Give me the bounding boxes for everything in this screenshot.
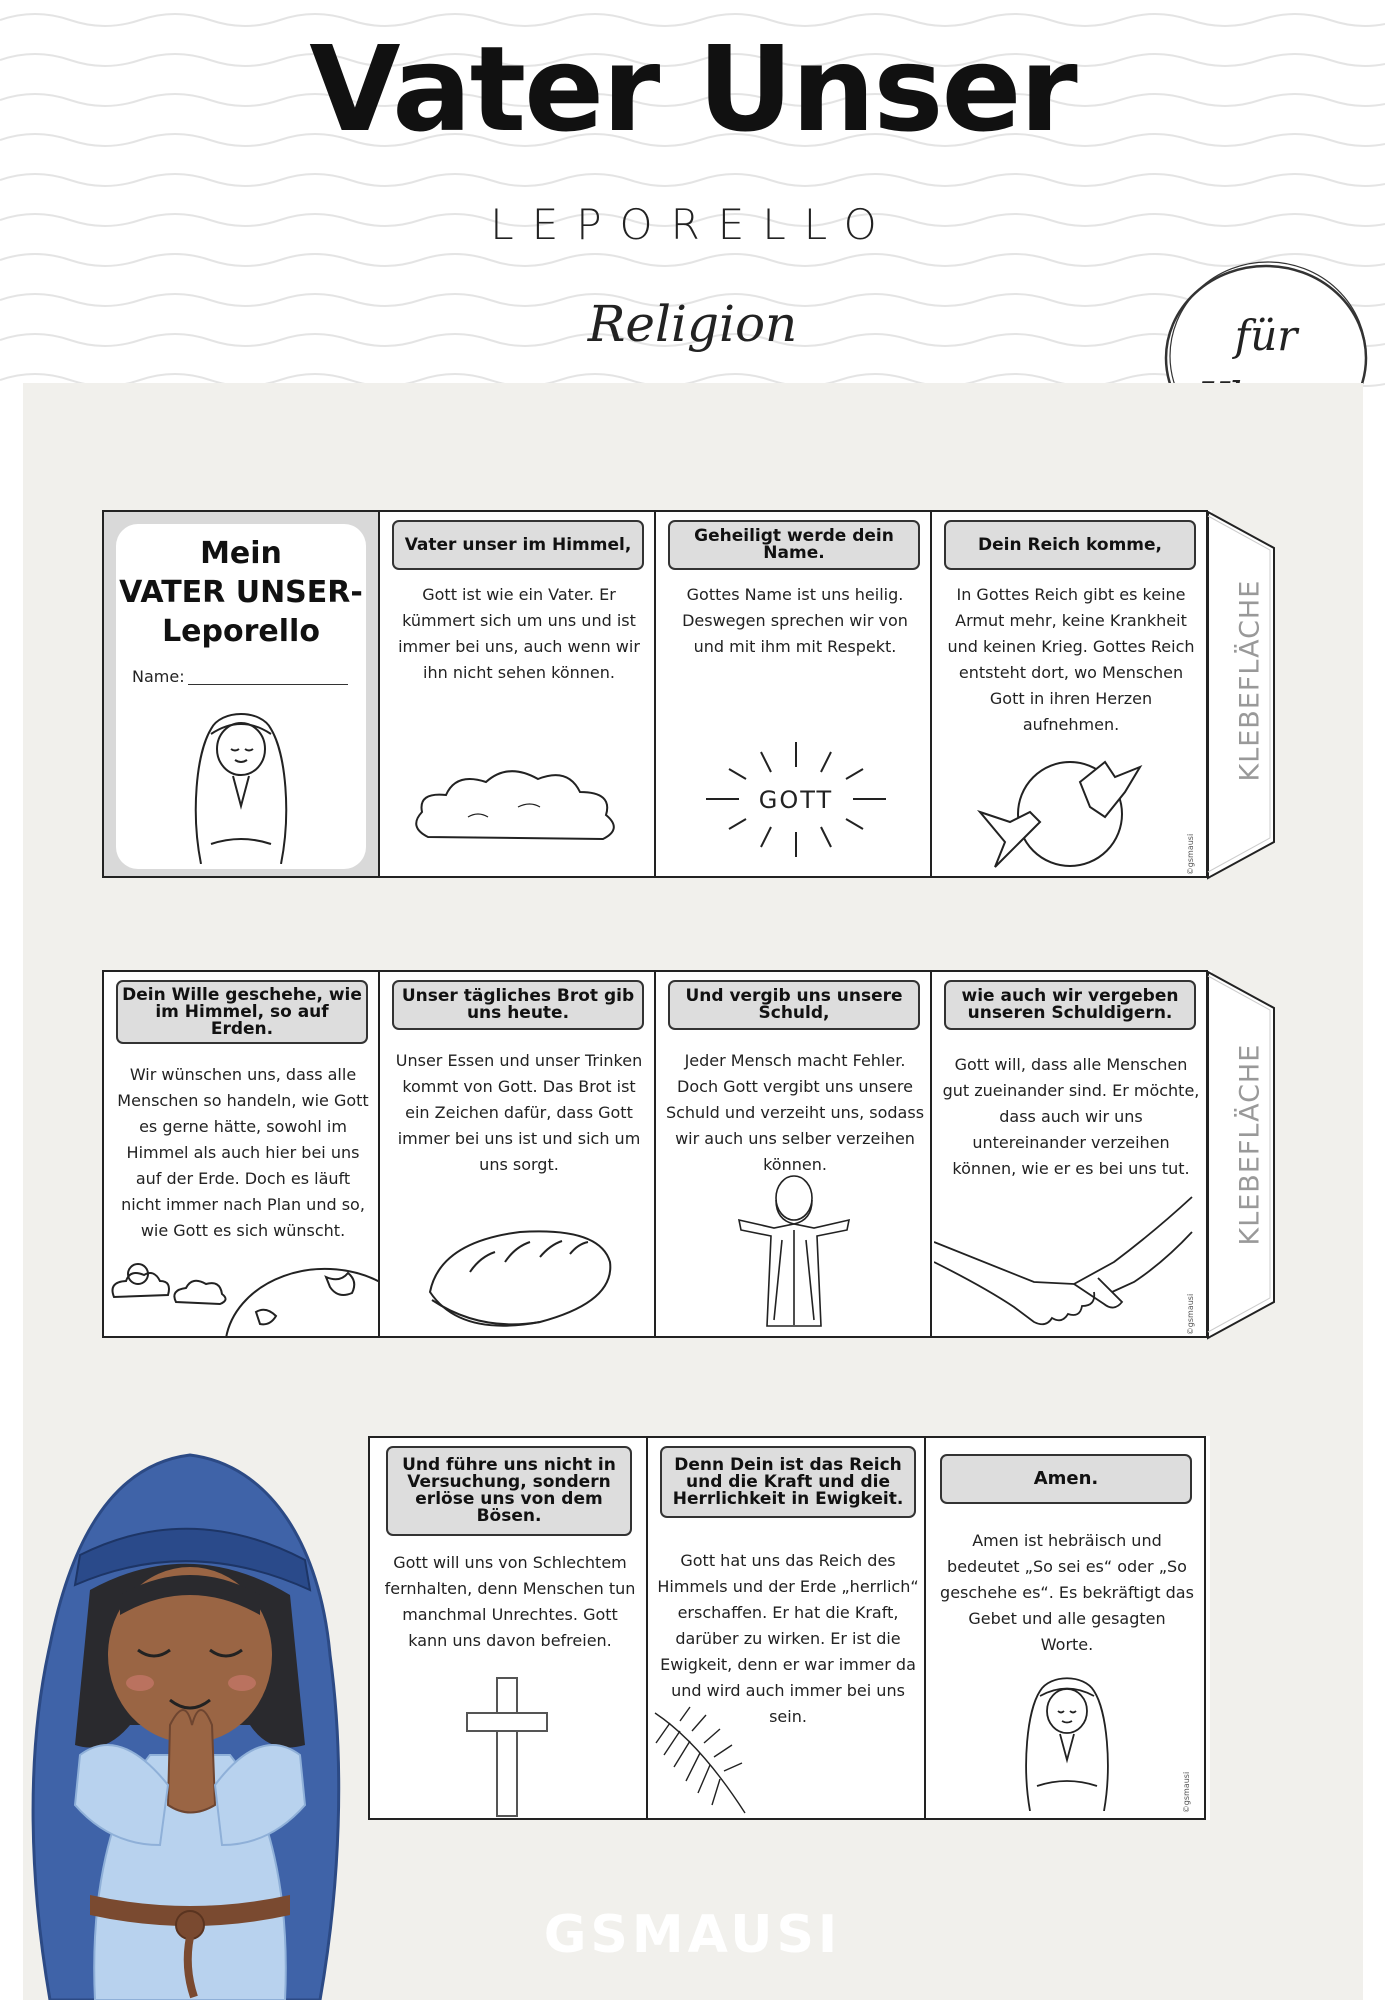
praying-figure-outline-icon — [171, 694, 311, 864]
copyright: ©gsmausi — [1186, 1293, 1196, 1336]
page-subtitle: LEPORELLO — [490, 200, 895, 249]
god-word: GOTT — [758, 786, 834, 814]
card-text: Wir wünschen uns, dass alle Menschen so handeln, wie Gott es gerne hätte, sowohl im Himmel als auch hier bei uns auf der Erde. Doch es läuft nicht immer nach Plan und so, wie Gott es sich wünscht. — [117, 1065, 369, 1240]
card-text: Gottes Name ist uns heilig. Deswegen sprechen wir von und mit ihm mit Respekt. — [682, 585, 908, 656]
prayer-card-10 — [924, 1436, 1206, 1820]
cover-title-line2: VATER UNSER- — [119, 575, 363, 610]
name-line — [188, 684, 348, 685]
prayer-card-5 — [378, 970, 656, 1338]
copyright: ©gsmausi — [1186, 833, 1196, 876]
card-heading: Dein Reich komme, — [944, 520, 1196, 570]
prayer-card-1 — [378, 510, 656, 878]
card-heading: Und führe uns nicht in Versuchung, sondern erlöse uns von dem Bösen. — [386, 1446, 632, 1536]
copyright: ©gsmausi — [1182, 1771, 1192, 1814]
jesus-figure-icon — [734, 1170, 854, 1335]
subject-label: Religion — [587, 295, 798, 353]
card-heading: Unser tägliches Brot gib uns heute. — [392, 980, 644, 1030]
card-heading: Denn Dein ist das Reich und die Kraft und die Herrlichkeit in Ewigkeit. — [660, 1446, 916, 1518]
card-text: In Gottes Reich gibt es keine Armut mehr, keine Krankheit und keinen Krieg. Gottes Reich entsteht dort, wo Menschen Gott in ihren Herzen aufnehmen. — [947, 585, 1195, 734]
card-text: Amen ist hebräisch und bedeutet „So sei es“ oder „So geschehe es“. Es bekräftigt das Gebet und alle gesagten Worte. — [940, 1531, 1194, 1654]
prayer-card-7 — [930, 970, 1208, 1338]
card-heading: wie auch wir vergeben unseren Schuldigern. — [944, 980, 1196, 1030]
praying-figure-small-icon — [1012, 1666, 1122, 1811]
palm-leaf-icon — [650, 1703, 750, 1818]
badge-line1: für — [1234, 311, 1298, 360]
bread-icon — [420, 1222, 620, 1332]
leporello-strip-2 — [102, 970, 1212, 1338]
brand-logo: GSMAUSI — [543, 1905, 842, 1965]
cloud-icon — [408, 757, 628, 857]
card-text: Jeder Mensch macht Fehler. Doch Gott vergibt uns unsere Schuld und verzeiht uns, sodass wir auch uns selber verzeihen können. — [665, 1051, 925, 1174]
cover-card — [116, 524, 366, 869]
glue-tab-label-2: KLEBEFLÄCHE — [1234, 1043, 1266, 1246]
card-heading: Geheiligt werde dein Name. — [668, 520, 920, 570]
prayer-card-4 — [102, 970, 380, 1338]
card-text: Unser Essen und unser Trinken kommt von Gott. Das Brot ist ein Zeichen dafür, dass Gott immer bei uns ist und sich um uns sorgt. — [395, 1051, 643, 1174]
prayer-card-2 — [654, 510, 932, 878]
card-heading: Vater unser im Himmel, — [392, 520, 644, 570]
earth-clouds-icon — [106, 1242, 380, 1338]
card-heading: Amen. — [940, 1454, 1192, 1504]
card-text: Gott ist wie ein Vater. Er kümmert sich um uns und ist immer bei uns, auch wenn wir ihn nicht sehen können. — [398, 585, 640, 682]
leporello-strip-3 — [368, 1436, 1210, 1820]
prayer-card-8 — [368, 1436, 648, 1820]
cover-title-line3: Leporello — [162, 614, 320, 649]
card-text: Gott will uns von Schlechtem fernhalten, denn Menschen tun manchmal Unrechtes. Gott kann uns davon befreien. — [384, 1553, 636, 1650]
cover-title — [116, 534, 366, 651]
name-label: Name: — [132, 667, 185, 686]
glue-tab-label-1: KLEBEFLÄCHE — [1234, 579, 1266, 782]
prayer-card-9 — [646, 1436, 926, 1820]
handshake-icon — [934, 1192, 1196, 1332]
page-title: Vater Unser — [309, 20, 1076, 158]
doves-icon — [970, 752, 1170, 877]
cover-title-line1: Mein — [200, 536, 282, 571]
card-text: Gott hat uns das Reich des Himmels und der Erde „herrlich“ erschaffen. Er hat die Kraft, darüber zu wirken. Er ist die Ewigkeit, denn er war immer da und wird auch immer bei uns sein. — [657, 1551, 919, 1726]
prayer-card-3 — [930, 510, 1208, 878]
god-rays-icon — [701, 737, 891, 862]
cover-cell — [102, 510, 380, 878]
leporello-strip-1 — [102, 510, 1212, 878]
card-text: Gott will, dass alle Menschen gut zueinander sind. Er möchte, dass auch wir uns untereinander verzeihen können, wie er es bei uns tut. — [942, 1055, 1200, 1178]
card-heading: Dein Wille geschehe, wie im Himmel, so auf Erden. — [116, 980, 368, 1044]
card-heading: Und vergib uns unsere Schuld, — [668, 980, 920, 1030]
cross-icon — [462, 1673, 552, 1818]
prayer-card-6 — [654, 970, 932, 1338]
